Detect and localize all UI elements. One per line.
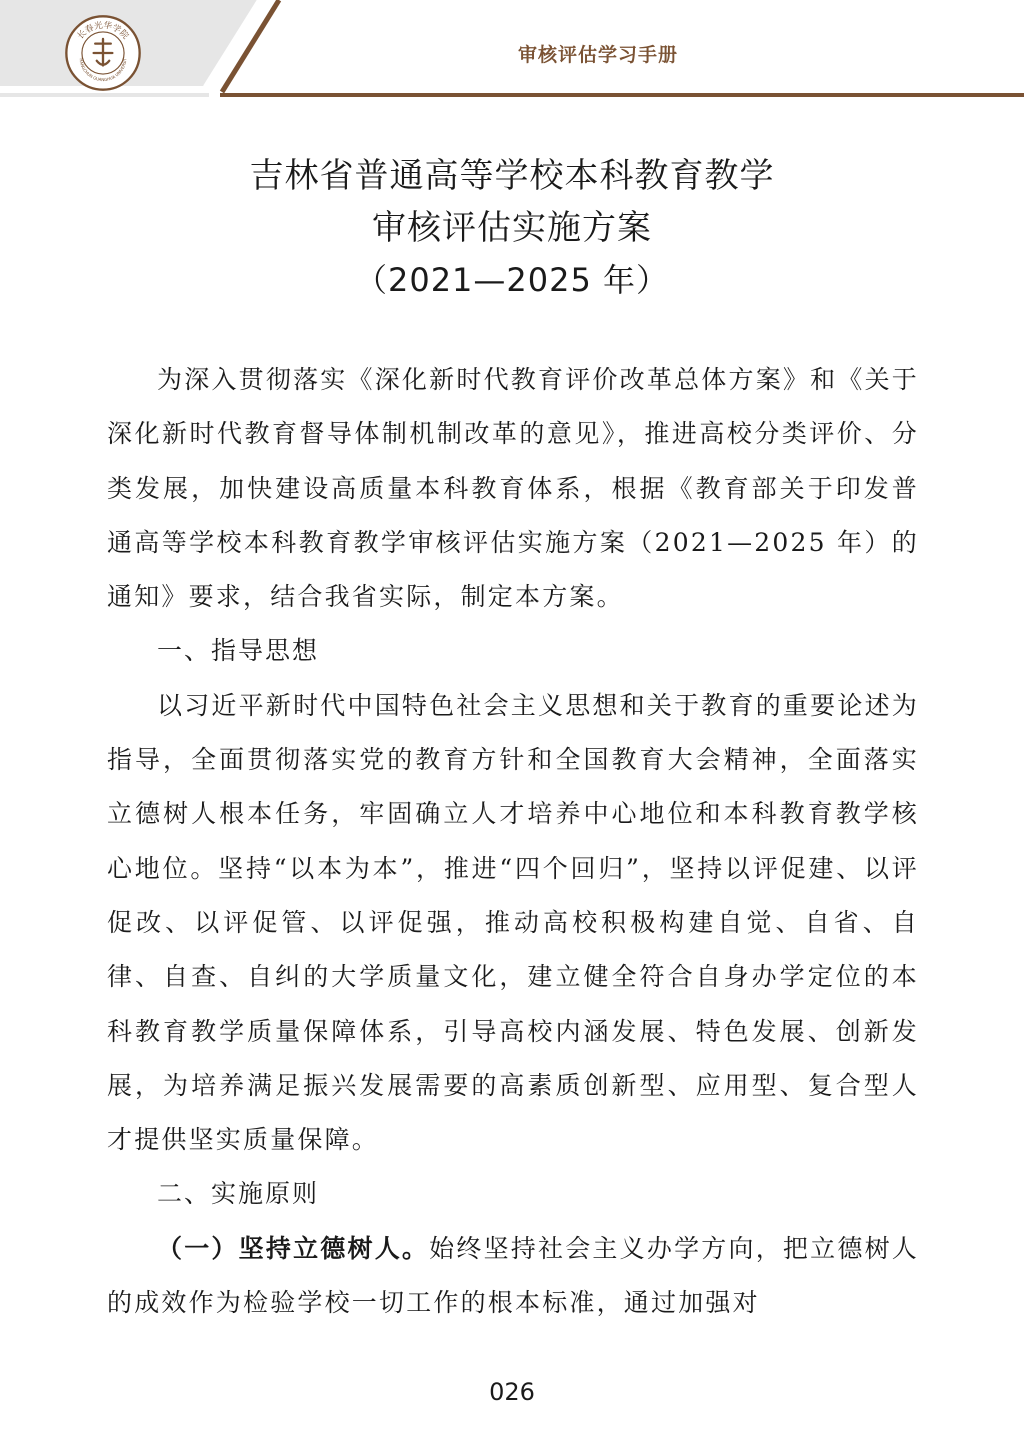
principle1-lead: （一）坚持立德树人。 bbox=[157, 1233, 430, 1263]
document-body bbox=[107, 353, 919, 1330]
university-seal-icon bbox=[64, 14, 142, 92]
doc-title-line2: 审核评估实施方案 bbox=[372, 208, 652, 248]
section2-heading: 二、实施原则 bbox=[157, 1179, 320, 1209]
doc-title-line3: （2021—2025 年） bbox=[354, 261, 670, 299]
logo-text-bottom: HANGCHUN GUANGHUA UNIVERSIT bbox=[78, 57, 128, 83]
header-title: 审核评估学习手册 bbox=[517, 44, 678, 66]
page-number: 026 bbox=[489, 1378, 535, 1406]
principle1-text: 始终坚持社会主义办学方向，把立德树人的成效作为检验学校一切工作的根本标准，通过加强对 bbox=[107, 1233, 919, 1318]
principle1-paragraph bbox=[107, 1222, 919, 1331]
section1-heading: 一、指导思想 bbox=[157, 636, 320, 666]
intro-paragraph: 为深入贯彻落实《深化新时代教育评价改革总体方案》和《关于深化新时代教育督导体制机制改革的意见》，推进高校分类评价、分类发展，加快建设高质量本科教育体系，根据《教育部关于印发普通高等学校本科教育教学审核评估实施方案（2021—2025 年）的通知》要求，结合我省实际，制定本方案。 bbox=[107, 365, 919, 612]
doc-title-line1: 吉林省普通高等学校本科教育教学 bbox=[249, 156, 775, 196]
section1-paragraph: 以习近平新时代中国特色社会主义思想和关于教育的重要论述为指导，全面贯彻落实党的教育方针和全国教育大会精神，全面落实立德树人根本任务，牢固确立人才培养中心地位和本科教育教学核心地位。坚持“以本为本”，推进“四个回归”，坚持以评促建、以评促改、以评促管、以评促强，推动高校积极构建自觉、自省、自律、自查、自纠的大学质量文化，建立健全符合自身办学定位的本科教育教学质量保障体系，引导高校内涵发展、特色发展、创新发展，为培养满足振兴发展需要的高素质创新型、应用型、复合型人才提供坚实质量保障。 bbox=[107, 690, 919, 1155]
logo-text-top: 长春光华学院 bbox=[75, 20, 131, 42]
